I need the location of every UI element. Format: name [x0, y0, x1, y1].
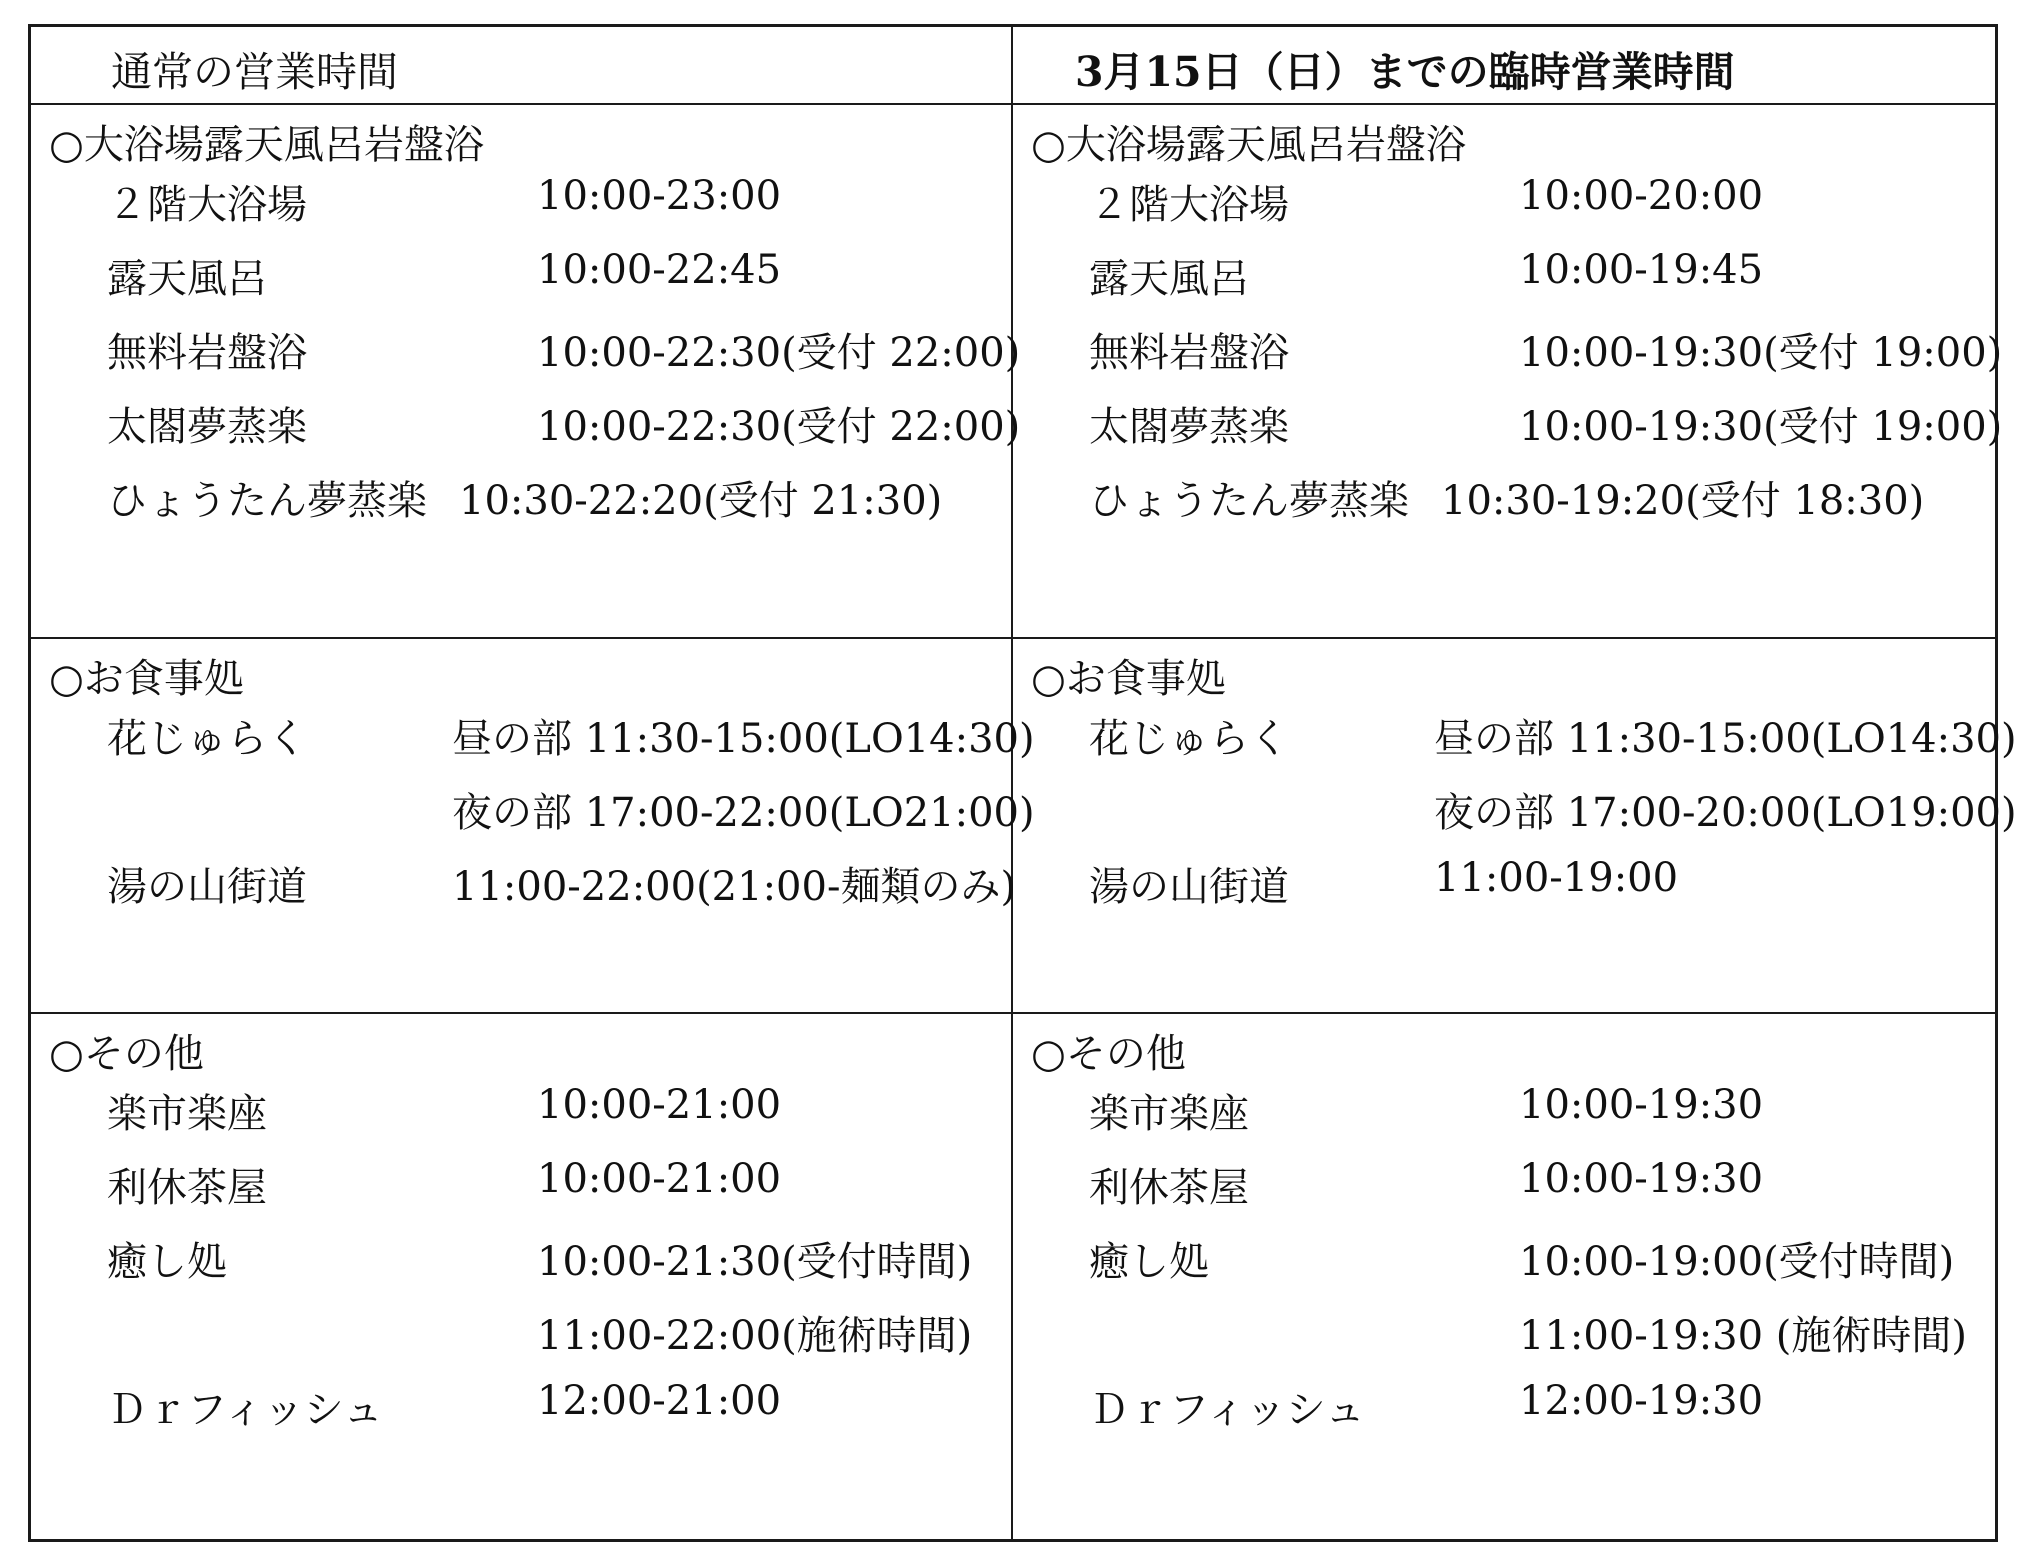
hours-value: 昼の部 11:30-15:00(LO14:30) — [1434, 716, 2017, 762]
facility-name: 花じゅらく — [107, 716, 307, 762]
section-dining-left — [31, 639, 1035, 1012]
hours-value: 夜の部 17:00-20:00(LO19:00) — [1434, 790, 2017, 836]
section-bath-right — [1013, 105, 2003, 637]
section-other-left — [31, 1014, 1011, 1542]
hours-value: 12:00-19:30 — [1519, 1378, 1764, 1424]
section-title: ○大浴場露天風呂岩盤浴 — [1031, 122, 1466, 168]
hours-row — [107, 173, 987, 228]
facility-name: ２階大浴場 — [107, 182, 307, 228]
facility-name: 利休茶屋 — [1089, 1165, 1249, 1211]
hours-value: 11:00-22:00(21:00-麺類のみ) — [452, 864, 1017, 910]
hours-value: 10:00-23:00 — [537, 173, 782, 219]
facility-name: Ｄｒフィッシュ — [1089, 1387, 1365, 1433]
header-temporary-hours — [1013, 27, 1998, 103]
hours-row — [107, 855, 1017, 910]
hours-row — [107, 781, 1035, 836]
section-bath-left — [31, 105, 1021, 637]
facility-name: 湯の山街道 — [1089, 864, 1289, 910]
facility-name: 太閤夢蒸楽 — [107, 404, 307, 450]
facility-name: 楽市楽座 — [1089, 1091, 1249, 1137]
hours-value: 昼の部 11:30-15:00(LO14:30) — [452, 716, 1035, 762]
header-normal-label: 通常の営業時間 — [111, 48, 398, 96]
schedule-table — [28, 24, 2017, 1542]
facility-name: 露天風呂 — [1089, 256, 1249, 302]
hours-value: 11:00-19:00 — [1434, 855, 1679, 901]
hours-row — [107, 1156, 987, 1211]
hours-row — [1089, 1156, 1969, 1211]
hours-row — [1089, 1304, 1969, 1359]
facility-name: ひょうたん夢蒸楽 — [107, 478, 427, 524]
hours-value: 10:00-22:45 — [537, 247, 782, 293]
hours-value: 10:30-22:20(受付 21:30) — [459, 478, 943, 524]
hours-row — [107, 1304, 987, 1359]
facility-name: 楽市楽座 — [107, 1091, 267, 1137]
facility-name: 癒し処 — [107, 1239, 227, 1285]
hours-value: 10:00-22:30(受付 22:00) — [537, 404, 1021, 450]
section-title: ○大浴場露天風呂岩盤浴 — [49, 122, 484, 168]
hours-row — [1089, 1378, 1969, 1433]
hours-value: 11:00-22:00(施術時間) — [537, 1313, 973, 1359]
hours-value: 10:00-19:30 — [1519, 1156, 1764, 1202]
hours-row — [1089, 855, 1969, 910]
facility-name: 露天風呂 — [107, 256, 267, 302]
hours-row — [1089, 395, 2003, 450]
hours-value: 夜の部 17:00-22:00(LO21:00) — [452, 790, 1035, 836]
section-dining-right — [1013, 639, 2017, 1012]
header-normal-hours — [31, 27, 1011, 103]
hours-row — [1089, 321, 2003, 376]
section-title: ○その他 — [1031, 1031, 1186, 1077]
hours-value: 10:00-19:00(受付時間) — [1519, 1239, 1955, 1285]
hours-value: 10:00-22:30(受付 22:00) — [537, 330, 1021, 376]
hours-value: 12:00-21:00 — [537, 1378, 782, 1424]
facility-name: 太閤夢蒸楽 — [1089, 404, 1289, 450]
hours-value: 11:00-19:30 (施術時間) — [1519, 1313, 1967, 1359]
hours-value: 10:00-19:30 — [1519, 1082, 1764, 1128]
facility-name: 無料岩盤浴 — [107, 330, 307, 376]
hours-value: 10:00-19:45 — [1519, 247, 1764, 293]
hours-value: 10:00-21:30(受付時間) — [537, 1239, 973, 1285]
facility-name: 花じゅらく — [1089, 716, 1289, 762]
hours-value: 10:00-20:00 — [1519, 173, 1764, 219]
facility-name: 無料岩盤浴 — [1089, 330, 1289, 376]
facility-name: 湯の山街道 — [107, 864, 307, 910]
hours-row — [107, 707, 1035, 762]
hours-value: 10:00-19:30(受付 19:00) — [1519, 404, 2003, 450]
hours-value: 10:00-21:00 — [537, 1156, 782, 1202]
hours-row — [107, 469, 987, 524]
hours-row — [1089, 781, 2017, 836]
hours-row — [1089, 1230, 1969, 1285]
section-title: ○お食事処 — [1031, 656, 1226, 702]
hours-row — [107, 395, 1021, 450]
hours-value: 10:00-21:00 — [537, 1082, 782, 1128]
hours-row — [1089, 247, 1969, 302]
hours-row — [107, 247, 987, 302]
section-title: ○その他 — [49, 1031, 204, 1077]
section-title: ○お食事処 — [49, 656, 244, 702]
hours-row — [107, 1082, 987, 1137]
facility-name: 癒し処 — [1089, 1239, 1209, 1285]
hours-row — [107, 1230, 987, 1285]
hours-row — [1089, 707, 2017, 762]
facility-name: Ｄｒフィッシュ — [107, 1387, 383, 1433]
facility-name: 利休茶屋 — [107, 1165, 267, 1211]
hours-row — [107, 321, 1021, 376]
facility-name: ひょうたん夢蒸楽 — [1089, 478, 1409, 524]
section-other-right — [1013, 1014, 1998, 1542]
hours-row — [1089, 1082, 1969, 1137]
facility-name: ２階大浴場 — [1089, 182, 1289, 228]
hours-row — [107, 1378, 987, 1433]
hours-row — [1089, 173, 1969, 228]
hours-row — [1089, 469, 1969, 524]
hours-value: 10:00-19:30(受付 19:00) — [1519, 330, 2003, 376]
hours-value: 10:30-19:20(受付 18:30) — [1441, 478, 1925, 524]
header-temporary-label: 3月15日（日）までの臨時営業時間 — [1075, 48, 1735, 96]
